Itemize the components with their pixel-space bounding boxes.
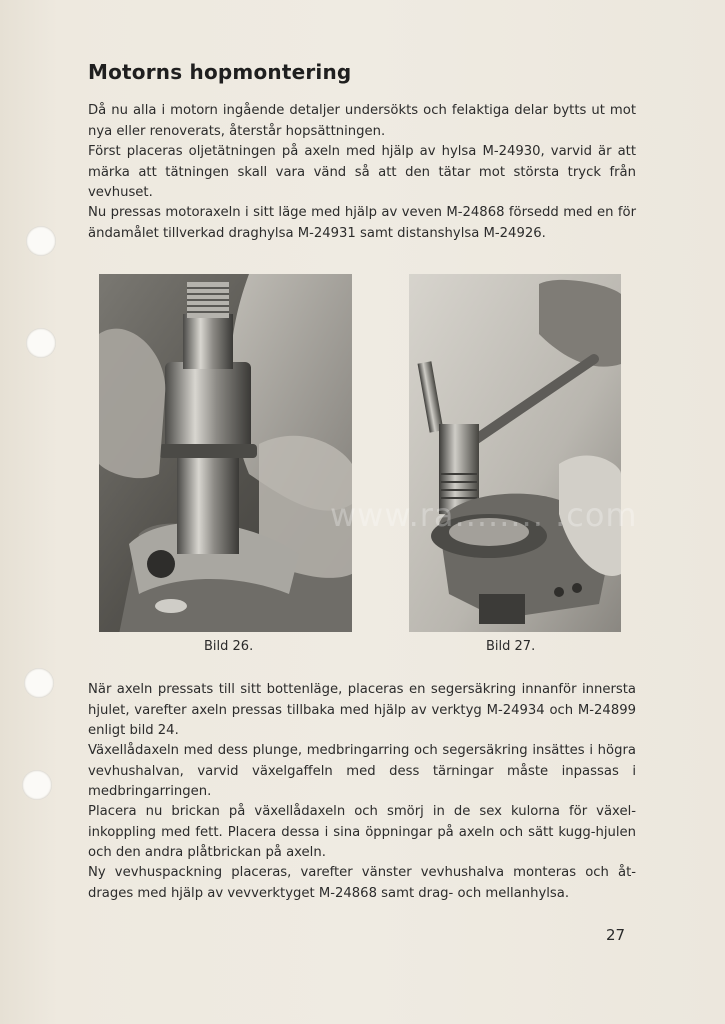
watermark: www.ra........ .com	[330, 496, 638, 534]
photo-bild-26	[99, 274, 352, 632]
paragraph-press-shaft: Nu pressas motoraxeln i sitt läge med hjälp av veven M-24868 försedd med en för ändamålet tillverkad draghylsa M-24931 samt distanshylsa M-24926.	[88, 205, 636, 241]
page-title: Motorns hopmontering	[88, 60, 352, 84]
paragraph-intro: Då nu alla i motorn ingående detaljer undersökts och felaktiga delar bytts ut mot nya eller renoverats, återstår hopsättningen.	[88, 103, 636, 139]
figure-caption: Bild 27.	[486, 639, 536, 654]
paragraph-washer: Placera nu brickan på växellådaxeln och smörj in de sex kulorna för växel-inkoppling med fett. Placera dessa i sina öppningar på axeln och sätt kugg-hjulen och den andra plåtbrickan på axeln.	[88, 804, 636, 860]
paragraph-bottom-position: När axeln pressats till sitt bottenläge, placeras en segersäkring innanför innersta hjulet, varefter axeln pressas tillbaka med hjälp av verktyg M-24934 och M-24899 enligt bild 24.	[88, 682, 636, 738]
figure-caption: Bild 26.	[204, 639, 254, 654]
punch-hole	[26, 226, 56, 256]
page-number: 27	[606, 926, 626, 944]
punch-hole	[24, 668, 54, 698]
paragraph-oil-seal: Först placeras oljetätningen på axeln med hjälp av hylsa M-24930, varvid är att märka att tätningen skall vara vänd så att den tätar mot största tryck från vevhuset.	[88, 144, 636, 200]
paragraph-gearbox-shaft: Växellådaxeln med dess plunge, medbringarring och segersäkring insättes i högra vevhushalvan, varvid växelgaffeln med dess tärningar måste inpassas i medbringarringen.	[88, 743, 636, 799]
punch-hole	[22, 770, 52, 800]
photo-bild-27	[409, 274, 621, 632]
paragraph-crankcase-gasket: Ny vevhuspackning placeras, varefter vänster vevhushalva monteras och åt-drages med hjälp av vevverktyget M-24868 samt drag- och mellanhylsa.	[88, 865, 636, 901]
punch-hole	[26, 328, 56, 358]
